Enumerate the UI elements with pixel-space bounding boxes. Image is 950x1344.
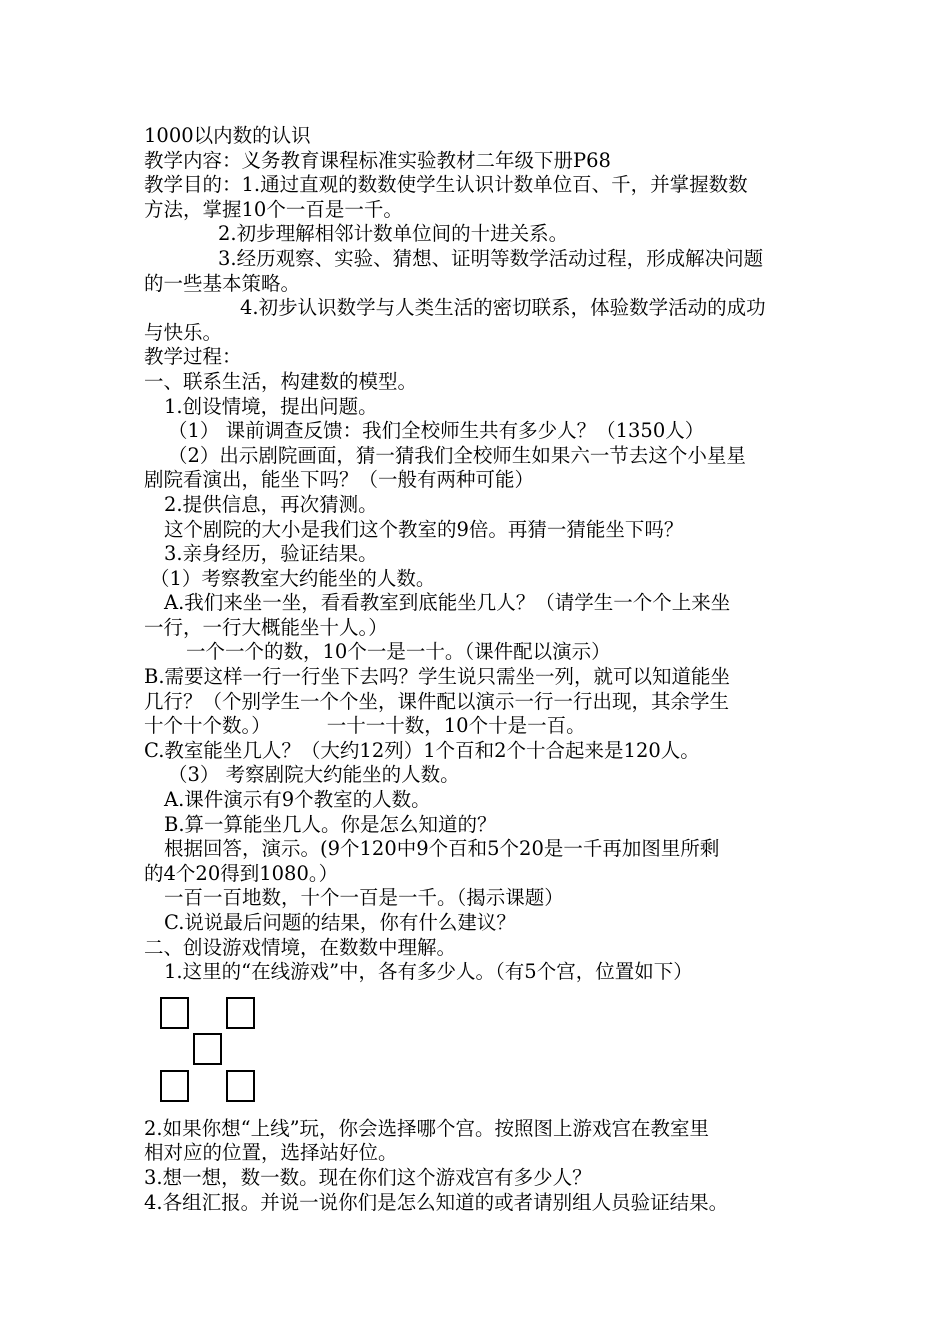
part-1-step-3-3-b-answer-line-1: 根据回答，演示。(9个120中9个百和5个20是一千再加图里所剩	[164, 837, 720, 861]
part-1-step-3-3-b-answer-line-2: 的4个20得到1080。）	[144, 861, 339, 885]
part-1-step-3-1-c: C.教室能坐几人？（大约12列）1个百和2个十合起来是120人。	[144, 738, 700, 762]
part-2-step-1: 1.这里的“在线游戏”中，各有多少人。（有5个宫，位置如下）	[164, 960, 693, 984]
spacer	[144, 985, 810, 997]
palace-box-bottom-left	[160, 1070, 189, 1102]
part-1-step-3-3: （3） 考察剧院大约能坐的人数。	[168, 763, 460, 787]
goal-4-line-2: 与快乐。	[144, 320, 223, 344]
palace-box-bottom-right	[226, 1070, 255, 1102]
palace-box-top-right	[226, 997, 255, 1029]
part-1-step-3-1-b-line-3-b: 一十一十数，10个十是一百。	[326, 714, 586, 738]
document-page	[144, 124, 810, 1215]
part-1-step-3-3-b: B.算一算能坐几人。你是怎么知道的？	[164, 812, 497, 836]
part-1-step-3: 3.亲身经历，验证结果。	[164, 542, 378, 566]
process-heading: 教学过程：	[144, 345, 242, 369]
part-1-step-3-1-a-line-1: A.我们来坐一坐，看看教室到底能坐几人？（请学生一个个上来坐	[164, 591, 731, 615]
part-1-step-1-a: （1） 课前调查反馈：我们全校师生共有多少人？（1350人）	[168, 419, 705, 443]
part-1-step-2: 2.提供信息，再次猜测。	[164, 492, 378, 516]
palace-box-top-left	[160, 997, 189, 1029]
goal-1-line-2: 方法，掌握10个一百是一千。	[144, 197, 403, 221]
goal-4-line-1: 4.初步认识数学与人类生活的密切联系，体验数学活动的成功	[240, 296, 766, 320]
goal-3-line-2: 的一些基本策略。	[144, 271, 301, 295]
part-1-step-1: 1.创设情境，提出问题。	[164, 394, 378, 418]
part-2-step-4: 4.各组汇报。并说一说你们是怎么知道的或者请别组人员验证结果。	[144, 1190, 729, 1214]
teaching-content: 教学内容：义务教育课程标准实验教材二年级下册P68	[144, 148, 611, 172]
part-2-heading: 二、创设游戏情境，在数数中理解。	[144, 935, 457, 959]
goal-1-line-1: 教学目的：1.通过直观的数数使学生认识计数单位百、千，并掌握数数	[144, 173, 748, 197]
part-1-step-3-1-a-line-2: 一行，一行大概能坐十人。）	[144, 615, 388, 639]
goal-3-line-1: 3.经历观察、实验、猜想、证明等数学活动过程，形成解决问题	[218, 246, 764, 270]
part-1-step-3-3-a: A.课件演示有9个教室的人数。	[164, 788, 431, 812]
part-2-step-3: 3.想一想，数一数。现在你们这个游戏宫有多少人？	[144, 1165, 592, 1189]
goal-2: 2.初步理解相邻计数单位间的十进关系。	[218, 222, 569, 246]
palace-box-center	[193, 1033, 222, 1065]
document-title: 1000以内数的认识	[144, 124, 311, 147]
game-palace-layout-diagram	[160, 997, 280, 1117]
part-1-step-3-3-b-count: 一百一百地数，十个一百是一千。（揭示课题）	[164, 886, 564, 910]
part-2-step-2-line-1: 2.如果你想“上线”玩，你会选择哪个宫。按照图上游戏宫在教室里	[144, 1116, 710, 1140]
part-1-step-1-b-line-2: 剧院看演出，能坐下吗？（一般有两种可能）	[144, 468, 535, 492]
part-2-step-2-line-2: 相对应的位置，选择站好位。	[144, 1141, 398, 1165]
part-1-step-3-1-b-line-1: B.需要这样一行一行坐下去吗？学生说只需坐一列，就可以知道能坐	[144, 665, 731, 689]
part-1-step-3-1: （1）考察教室大约能坐的人数。	[150, 566, 436, 590]
part-1-heading: 一、联系生活，构建数的模型。	[144, 369, 418, 393]
part-1-step-2-text: 这个剧院的大小是我们这个教室的9倍。再猜一猜能坐下吗？	[164, 517, 684, 541]
part-1-step-3-1-a-line-3: 一个一个的数，10个一是一十。（课件配以演示）	[186, 640, 611, 664]
part-1-step-3-1-b-line-3-a: 十个十个数。）	[144, 714, 271, 738]
part-1-step-3-1-b-line-3	[144, 714, 810, 739]
part-1-step-3-3-c: C.说说最后问题的结果，你有什么建议？	[164, 911, 516, 934]
part-1-step-3-1-b-line-2: 几行？（个别学生一个个坐，课件配以演示一行一行出现，其余学生	[144, 689, 730, 713]
part-1-step-1-b-line-1: （2）出示剧院画面，猜一猜我们全校师生如果六一节去这个小星星	[168, 443, 746, 467]
